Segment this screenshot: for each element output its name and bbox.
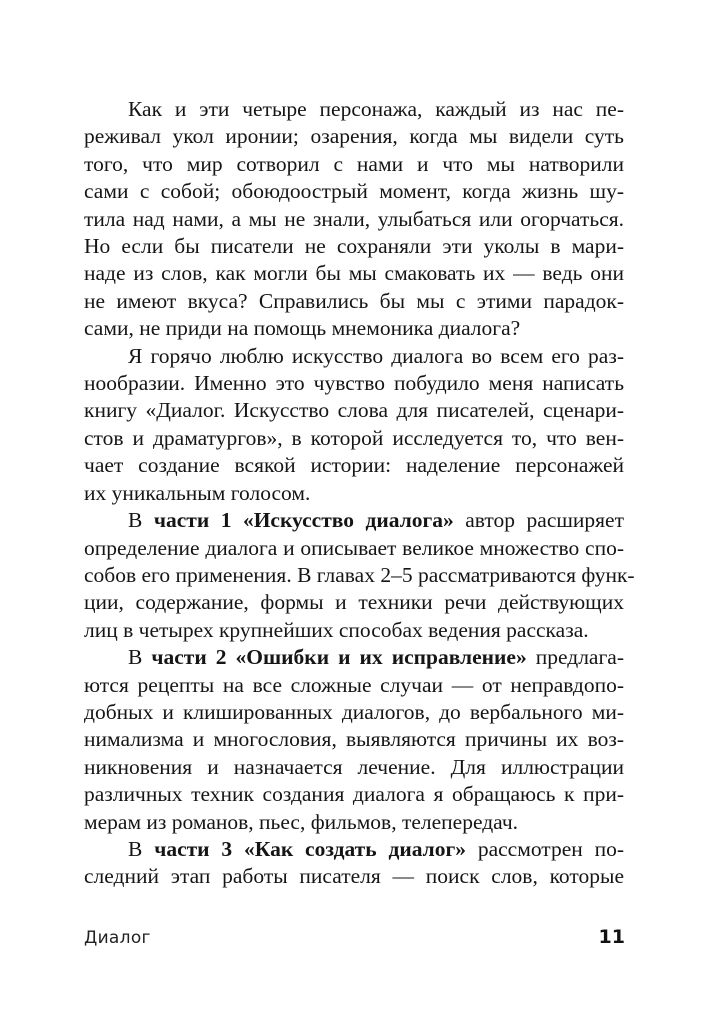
text-line: тила над нами, а мы не знали, улыбаться или огорчаться. [84, 206, 624, 231]
text-line: никновения и назначается лечение. Для иллюстрации [84, 754, 624, 779]
text-line: ются рецепты на все сложные случаи — от неправдопо- [84, 672, 624, 697]
text-line: книгу «Диалог. Искусство слова для писателей, сценари- [84, 398, 624, 423]
text-line: лиц в четырех крупнейших способах ведения рассказа. [84, 617, 589, 642]
text-line: ции, содержание, формы и техники речи действующих [84, 590, 624, 615]
part-title-bold: части 2 «Ошибки и их исправление» [151, 645, 527, 670]
part-title-bold: части 1 «Искусство диалога» [153, 508, 454, 533]
text-line: Но если бы писатели не сохраняли эти уколы в мари- [84, 234, 624, 259]
text-fragment: автор расширяет [453, 508, 624, 533]
text-line: нимализма и многословия, выявляются причины их воз- [84, 727, 624, 752]
text-line: реживал укол иронии; озарения, когда мы видели суть [84, 124, 624, 149]
page-number: 11 [598, 926, 625, 948]
text-line: различных техник создания диалога я обращаюсь к при- [84, 782, 624, 807]
text-line: собов его применения. В главах 2–5 рассматриваются функ- [84, 562, 635, 587]
text-fragment: В [128, 508, 154, 533]
paragraph-1 [84, 96, 624, 343]
text-line: добных и клишированных диалогов, до вербального ми- [84, 699, 624, 724]
text-line: следний этап работы писателя — поиск слов, которые [84, 864, 624, 889]
text-line: нообразии. Именно это чувство побудило меня написать [84, 371, 624, 396]
text-line: наде из слов, как могли бы мы смаковать их — ведь они [84, 261, 624, 286]
text-line: Я горячо люблю искусство диалога во всем его раз- [128, 343, 624, 368]
text-line: чает создание всякой истории: наделение персонажей [84, 453, 624, 478]
text-line [84, 836, 624, 863]
running-title: Диалог [84, 928, 151, 948]
text-line [84, 644, 624, 671]
text-line: Как и эти четыре персонажа, каждый из нас пе- [128, 97, 624, 121]
text-fragment: В [128, 836, 155, 861]
text-line: сами, не приди на помощь мнемоника диалога? [84, 316, 521, 341]
text-line: сами с собой; обоюдоострый момент, когда жизнь шу- [84, 179, 624, 204]
text-line [84, 507, 624, 534]
text-fragment: рассмотрен по- [465, 836, 625, 861]
text-fragment: предлага- [526, 645, 624, 670]
text-line: их уникальным голосом. [84, 480, 311, 505]
text-line: стов и драматургов», в которой исследуется то, что вен- [84, 425, 624, 450]
text-line: определение диалога и описывает великое множество спо- [84, 535, 624, 560]
paragraph-2 [84, 343, 624, 507]
part-title-bold: части 3 «Как создать диалог» [154, 836, 466, 861]
paragraph-5 [84, 836, 624, 891]
text-line: того, что мир сотворил с нами и что мы натворили [84, 151, 624, 176]
body-text [84, 96, 635, 891]
text-fragment: В [128, 645, 152, 670]
text-line: мерам из романов, пьес, фильмов, телепередач. [84, 809, 519, 834]
paragraph-3 [84, 507, 635, 644]
paragraph-4 [84, 644, 624, 836]
text-line: не имеют вкуса? Справились бы мы с этими парадок- [84, 288, 624, 313]
